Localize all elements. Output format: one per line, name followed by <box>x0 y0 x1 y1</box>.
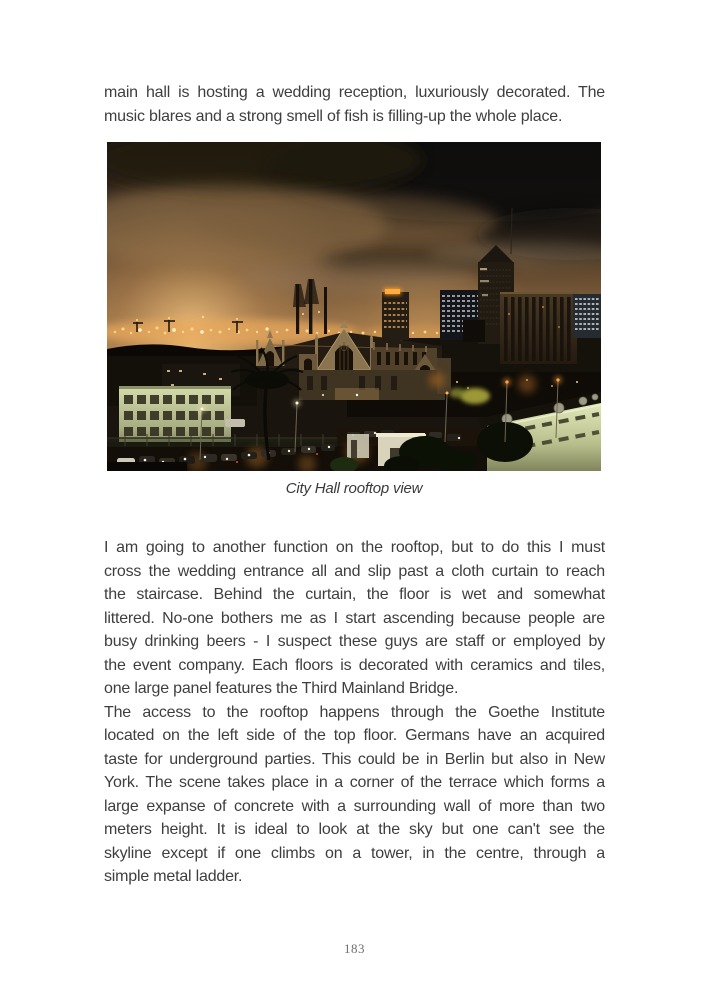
city-night-photo <box>107 142 601 471</box>
text-line: skyline except if one climbs on a tower, in the centre, through a <box>104 844 605 862</box>
text-line: the staircase. Behind the curtain, the floor is wet and somewhat <box>104 586 605 603</box>
text-line: The access to the rooftop happens through the Goethe Institute <box>104 703 605 721</box>
paragraph-intro <box>104 81 605 128</box>
text-line: littered. No-one bothers me as I start ascending because people are <box>104 609 605 627</box>
text-line: located on the left side of the top floor. Germans have an acquired <box>104 727 605 744</box>
text-line: large expanse of concrete with a surrounding wall of more than two <box>104 797 605 815</box>
text-line: simple metal ladder. <box>104 868 243 885</box>
paragraph-rooftop <box>104 536 605 701</box>
text-line: main hall is hosting a wedding reception, luxuriously decorated. The <box>104 84 605 101</box>
text-line: one large panel features the Third Mainland Bridge. <box>104 680 459 697</box>
body-text <box>104 536 605 889</box>
text-line: the event company. Each floors is decorated with ceramics and tiles, <box>104 656 605 674</box>
text-line: meters height. It is ideal to look at the sky but one can't see the <box>104 821 605 838</box>
text-line: York. The scene takes place in a corner of the terrace which forms a <box>104 774 605 791</box>
page-number: 183 <box>344 941 365 956</box>
text-line: cross the wedding entrance all and slip past a cloth curtain to reach <box>104 562 605 580</box>
text-line: music blares and a strong smell of fish is filling-up the whole place. <box>104 107 563 125</box>
text-line: I am going to another function on the rooftop, but to do this I must <box>104 539 605 556</box>
paragraph-access <box>104 701 605 889</box>
figure-caption: City Hall rooftop view <box>285 480 423 497</box>
text-line: busy drinking beers - I suspect these guys are staff or employed by <box>104 633 605 650</box>
text-line: taste for underground parties. This could be in Berlin but also in New <box>104 750 605 768</box>
figure-city-hall <box>107 142 601 497</box>
